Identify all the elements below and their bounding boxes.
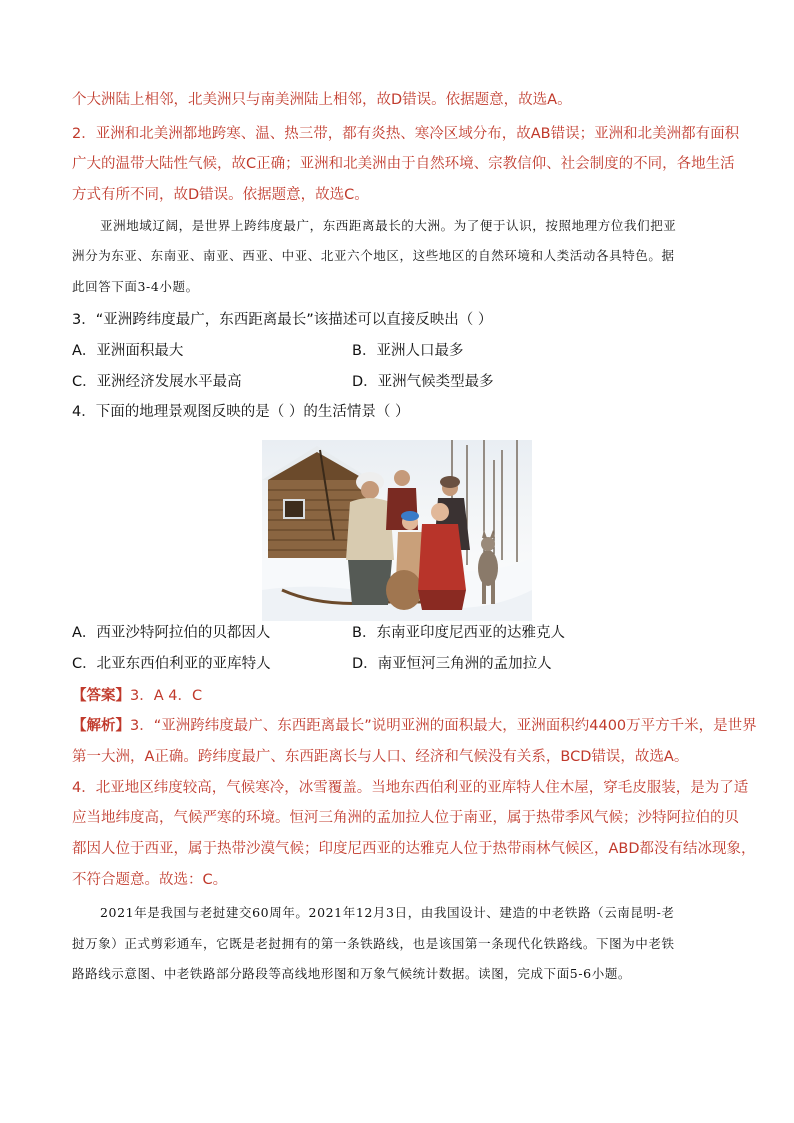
line-text: 3．“亚洲跨纬度最广、东西距离最长”说明亚洲的面积最大，亚洲面积约4400万平方千米，是世界 [130,718,757,734]
text-line [72,716,757,736]
line-text: B．亚洲人口最多 [352,343,464,359]
text-line [72,839,756,859]
line-text: A．西亚沙特阿拉伯的贝都因人 [72,625,271,641]
text-line [72,870,227,890]
text-line [352,654,552,674]
line-text: 4．北亚地区纬度较高，气候寒冷，冰雪覆盖。当地东西伯利亚的亚库特人住木屋，穿毛皮服装，是为了适 [72,780,749,796]
line-text: 2．亚洲和北美洲都地跨寒、温、热三带，都有炎热、寒冷区域分布，故AB错误；亚洲和北美洲都有面积 [72,126,740,142]
text-line [72,654,271,674]
line-text: 方式有所不同，故D错误。依据题意，故选C。 [72,187,369,203]
line-text: 4．下面的地理景观图反映的是（ ）的生活情景（ ） [72,404,410,420]
text-line [72,246,675,266]
text-line [72,686,202,706]
line-text: D．亚洲气候类型最多 [352,374,494,390]
line-text: D．南亚恒河三角洲的孟加拉人 [352,656,552,672]
line-text: 广大的温带大陆性气候，故C正确；亚洲和北美洲由于自然环境、宗教信仰、社会制度的不同，各地生活 [72,156,735,172]
text-line [72,808,739,828]
landscape-photo [262,440,532,621]
text-line [72,310,492,330]
text-line [72,277,199,297]
text-line [72,934,675,954]
section-tag: 【答案】 [72,688,130,704]
line-text: 亚洲地域辽阔，是世界上跨纬度最广，东西距离最长的大洲。为了便于认识，按照地理方位我们把亚 [100,218,677,233]
line-text: 应当地纬度高，气候严寒的环境。恒河三角洲的孟加拉人位于南亚，属于热带季风气候；沙特阿拉伯的贝 [72,810,739,826]
line-text: 洲分为东亚、东南亚、南亚、西亚、中亚、北亚六个地区，这些地区的自然环境和人类活动各具特色。据 [72,248,675,263]
text-line [72,372,242,392]
line-text: C．北亚东西伯利亚的亚库特人 [72,656,271,672]
line-text: 不符合题意。故选：C。 [72,872,228,888]
text-line [352,341,463,361]
text-line [100,216,676,236]
text-line [72,341,183,361]
line-text: 挝万象）正式剪彩通车，它既是老挝拥有的第一条铁路线，也是该国第一条现代化铁路线。下图为中老铁 [72,936,675,951]
text-line [72,964,631,984]
text-line [72,124,739,144]
text-line [72,778,748,798]
text-line [72,185,369,205]
line-text: 都因人位于西亚，属于热带沙漠气候；印度尼西亚的达雅克人位于热带雨林气候区，ABD都没有结冰现象， [72,841,756,857]
line-text: 2021年是我国与老挝建交60周年。2021年12月3日，由我国设计、建造的中老铁路（云南昆明-老 [100,905,675,920]
text-line [352,372,494,392]
line-text: B．东南亚印度尼西亚的达雅克人 [352,625,565,641]
line-text: 个大洲陆上相邻，北美洲只与南美洲陆上相邻，故D错误。依据题意，故选A。 [72,92,572,108]
text-line [72,623,270,643]
text-line [352,623,565,643]
line-text: 3．“亚洲跨纬度最广，东西距离最长”该描述可以直接反映出（ ） [72,312,493,328]
line-text: A．亚洲面积最大 [72,343,184,359]
line-text: 第一大洲，A正确。跨纬度最广、东西距离长与人口、经济和气候没有关系，BCD错误，故选A。 [72,749,689,765]
text-line [72,747,688,767]
text-line [72,402,409,422]
text-line [100,903,675,923]
text-line [72,90,572,110]
text-line [72,154,735,174]
section-tag: 【解析】 [72,718,130,734]
winter-family-illustration [262,440,532,621]
line-text: 此回答下面3-4小题。 [72,279,199,294]
line-text: C．亚洲经济发展水平最高 [72,374,242,390]
line-text: 3．A 4．C [130,688,203,704]
line-text: 路路线示意图、中老铁路部分路段等高线地形图和万象气候统计数据。读图，完成下面5-6小题。 [72,966,632,981]
